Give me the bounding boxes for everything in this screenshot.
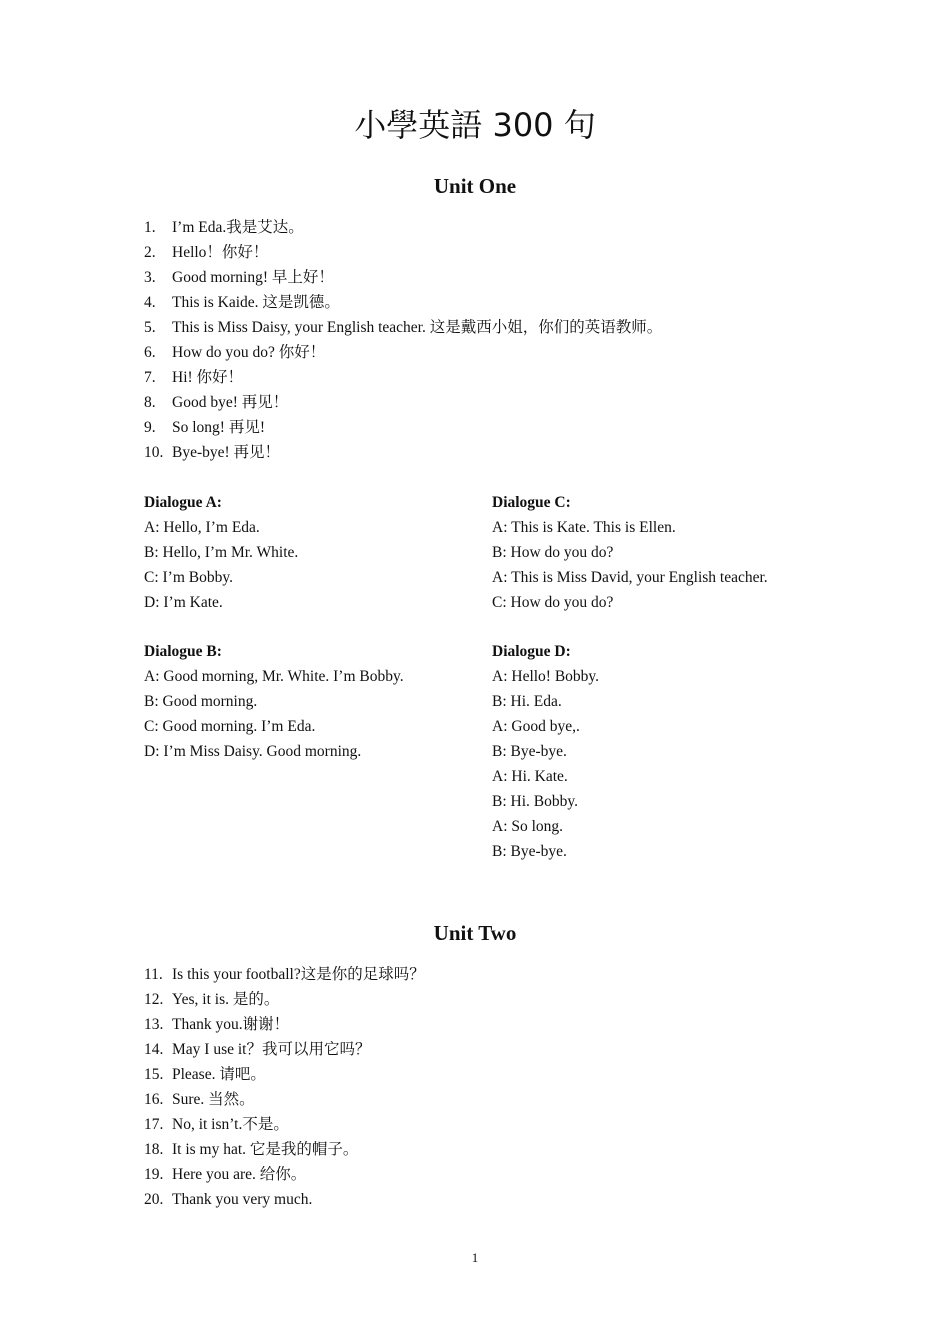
dialogue-heading: Dialogue D: bbox=[492, 643, 571, 660]
sentence-text: May I use it？我可以用它吗？ bbox=[172, 1041, 371, 1058]
sentence-item bbox=[144, 415, 662, 440]
unit-two-sentence-list bbox=[144, 962, 425, 1212]
sentence-item bbox=[144, 1062, 425, 1087]
sentence-text: Thank you.谢谢！ bbox=[172, 1016, 290, 1033]
sentence-number: 13. bbox=[144, 1016, 164, 1033]
sentence-text: So long! 再见! bbox=[172, 419, 266, 436]
dialogue-line: B: Hello, I’m Mr. White. bbox=[144, 544, 299, 561]
sentence-number: 4. bbox=[144, 294, 156, 311]
dialogue-line: A: This is Kate. This is Ellen. bbox=[492, 519, 676, 536]
sentence-number: 12. bbox=[144, 991, 164, 1008]
sentence-item bbox=[144, 440, 662, 465]
sentence-number: 18. bbox=[144, 1141, 164, 1158]
dialogue-line: A: So long. bbox=[492, 818, 564, 835]
sentence-text: It is my hat. 它是我的帽子。 bbox=[172, 1141, 359, 1158]
sentence-text: Good bye! 再见！ bbox=[172, 394, 289, 411]
sentence-item bbox=[144, 1162, 425, 1187]
dialogue-line: D: I’m Miss Daisy. Good morning. bbox=[144, 743, 362, 760]
sentence-number: 5. bbox=[144, 319, 156, 336]
sentence-item bbox=[144, 1012, 425, 1037]
sentence-number: 17. bbox=[144, 1116, 164, 1133]
unit-one-heading: Unit One bbox=[433, 174, 517, 198]
sentence-number: 9. bbox=[144, 419, 156, 436]
dialogue-line: C: How do you do? bbox=[492, 594, 614, 611]
dialogue-line: A: This is Miss David, your English teacher. bbox=[492, 569, 768, 586]
dialogue-line: C: I’m Bobby. bbox=[144, 569, 233, 586]
dialogue-line: A: Hello, I’m Eda. bbox=[144, 519, 260, 536]
dialogue-line: A: Hi. Kate. bbox=[492, 768, 568, 785]
sentence-item bbox=[144, 1087, 425, 1112]
sentence-number: 20. bbox=[144, 1191, 164, 1208]
sentence-number: 7. bbox=[144, 369, 156, 386]
sentence-number: 16. bbox=[144, 1091, 164, 1108]
sentence-text: No, it isn’t.不是。 bbox=[172, 1116, 289, 1133]
sentence-text: Here you are. 给你。 bbox=[172, 1166, 307, 1183]
sentence-item bbox=[144, 1037, 425, 1062]
dialogue-b bbox=[144, 639, 404, 764]
sentence-number: 2. bbox=[144, 244, 156, 261]
sentence-text: Sure. 当然。 bbox=[172, 1091, 255, 1108]
sentence-text: Good morning! 早上好！ bbox=[172, 269, 334, 286]
sentence-text: Thank you very much. bbox=[172, 1191, 313, 1208]
sentence-item bbox=[144, 240, 662, 265]
dialogue-line: B: Hi. Bobby. bbox=[492, 793, 578, 810]
sentence-item bbox=[144, 987, 425, 1012]
dialogue-line: A: Good bye,. bbox=[492, 718, 580, 735]
dialogue-heading: Dialogue B: bbox=[144, 643, 222, 660]
dialogue-line: C: Good morning. I’m Eda. bbox=[144, 718, 316, 735]
dialogue-a bbox=[144, 490, 298, 615]
dialogue-line: A: Good morning, Mr. White. I’m Bobby. bbox=[144, 668, 404, 685]
page-number: 1 bbox=[471, 1250, 479, 1265]
sentence-text: Hello！你好！ bbox=[172, 244, 269, 261]
sentence-text: Bye-bye! 再见！ bbox=[172, 444, 281, 461]
dialogue-line: D: I’m Kate. bbox=[144, 594, 223, 611]
sentence-item bbox=[144, 962, 425, 987]
sentence-number: 15. bbox=[144, 1066, 164, 1083]
sentence-text: I’m Eda.我是艾达。 bbox=[172, 219, 304, 236]
sentence-text: Please. 请吧。 bbox=[172, 1066, 266, 1083]
sentence-item bbox=[144, 1112, 425, 1137]
sentence-item bbox=[144, 290, 662, 315]
sentence-text: Is this your football?这是你的足球吗？ bbox=[172, 966, 425, 983]
sentence-number: 6. bbox=[144, 344, 156, 361]
unit-one-sentence-list bbox=[144, 215, 662, 465]
sentence-item bbox=[144, 315, 662, 340]
sentence-item bbox=[144, 365, 662, 390]
unit-two-heading: Unit Two bbox=[433, 921, 517, 945]
dialogue-line: B: Bye-bye. bbox=[492, 843, 567, 860]
sentence-number: 11. bbox=[144, 966, 163, 983]
page-title: 小學英語 300 句 bbox=[354, 106, 596, 144]
sentence-text: Yes, it is. 是的。 bbox=[172, 991, 280, 1008]
sentence-item bbox=[144, 390, 662, 415]
sentence-number: 8. bbox=[144, 394, 156, 411]
dialogue-heading: Dialogue C: bbox=[492, 494, 571, 511]
sentence-text: This is Miss Daisy, your English teacher. 这是戴西小姐，你们的英语教师。 bbox=[172, 319, 663, 336]
sentence-text: Hi! 你好！ bbox=[172, 369, 244, 386]
dialogue-line: B: Hi. Eda. bbox=[492, 693, 562, 710]
sentence-item bbox=[144, 215, 662, 240]
dialogue-line: B: Bye-bye. bbox=[492, 743, 567, 760]
dialogue-d bbox=[492, 639, 599, 864]
dialogue-line: B: How do you do? bbox=[492, 544, 614, 561]
sentence-number: 1. bbox=[144, 219, 156, 236]
sentence-item bbox=[144, 1137, 425, 1162]
dialogue-line: A: Hello! Bobby. bbox=[492, 668, 600, 685]
sentence-number: 19. bbox=[144, 1166, 164, 1183]
sentence-text: This is Kaide. 这是凯德。 bbox=[172, 294, 340, 311]
dialogue-heading: Dialogue A: bbox=[144, 494, 222, 511]
sentence-item bbox=[144, 1187, 425, 1212]
sentence-item bbox=[144, 265, 662, 290]
sentence-number: 10. bbox=[144, 444, 164, 461]
sentence-number: 3. bbox=[144, 269, 156, 286]
sentence-text: How do you do? 你好！ bbox=[172, 344, 326, 361]
sentence-item bbox=[144, 340, 662, 365]
dialogue-c bbox=[492, 490, 768, 615]
dialogue-line: B: Good morning. bbox=[144, 693, 258, 710]
sentence-number: 14. bbox=[144, 1041, 164, 1058]
